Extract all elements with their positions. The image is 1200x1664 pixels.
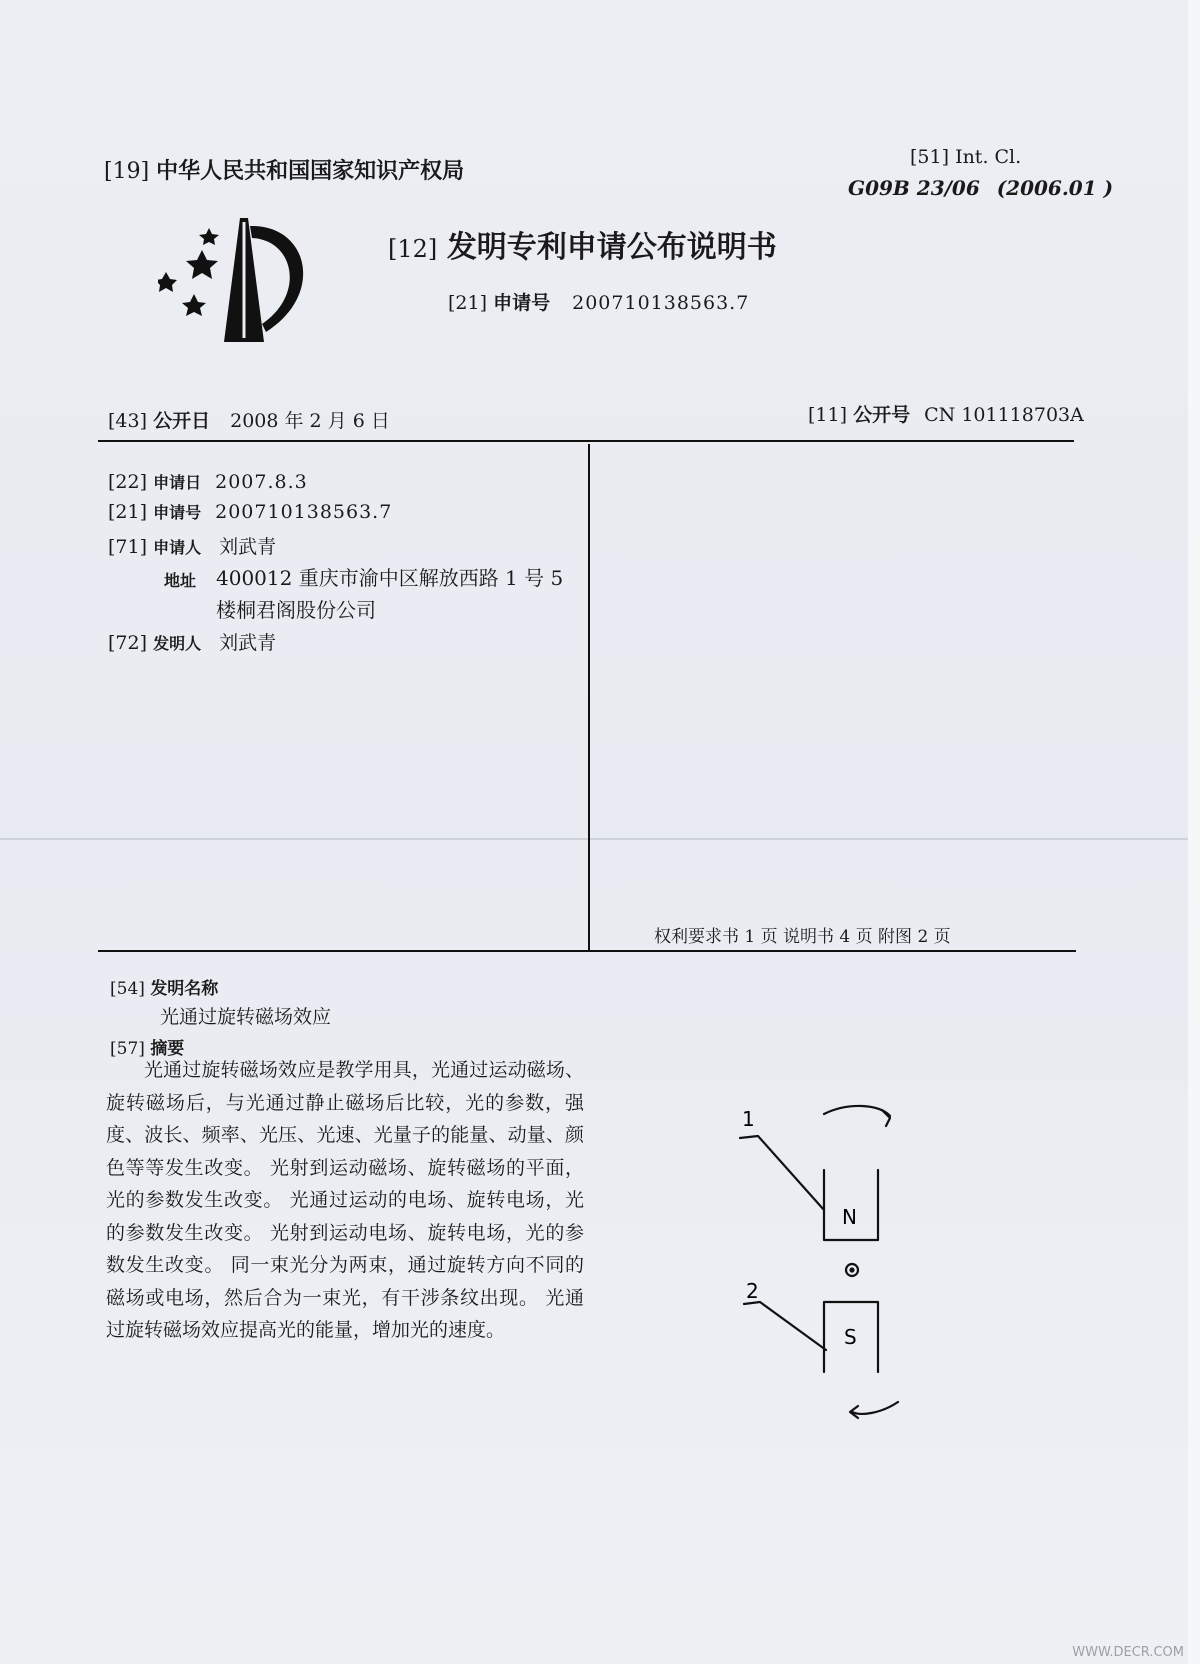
inventor-value: 刘武青 xyxy=(219,632,277,654)
intcl-date: (2006.01 ) xyxy=(996,176,1114,200)
pub-no-value: CN 101118703A xyxy=(924,404,1084,426)
leader-line-1 xyxy=(740,1136,824,1210)
cnipa-logo xyxy=(158,214,328,354)
page-edge xyxy=(1188,0,1200,1664)
page-counts: 权利要求书 1 页 说明书 4 页 附图 2 页 xyxy=(654,927,951,947)
inventor-row xyxy=(108,628,276,655)
app-no-code: [21] xyxy=(448,292,488,314)
appno-code: [21] xyxy=(108,501,148,523)
title-code: [54] xyxy=(110,979,145,999)
leader-line-2 xyxy=(744,1302,826,1350)
rule-top xyxy=(98,440,1074,442)
address-label: 地址 xyxy=(164,571,197,590)
label-2: 2 xyxy=(746,1279,759,1303)
office-code: [19] xyxy=(104,159,150,184)
applicant-code: [71] xyxy=(108,536,148,558)
magnet-south-label: S xyxy=(844,1325,857,1349)
intcl-value: G09B 23/06 xyxy=(848,176,980,200)
rule-bottom xyxy=(98,950,1076,952)
doc-type-code: [12] xyxy=(388,235,438,263)
star-medium-icon xyxy=(158,272,177,292)
intcl-code: [51] xyxy=(910,146,950,168)
app-no-label: 申请号 xyxy=(493,292,551,314)
intcl-label: Int. Cl. xyxy=(955,146,1022,168)
inventor-label: 发明人 xyxy=(153,634,202,653)
title-label: 发明名称 xyxy=(150,979,219,999)
abstract-code: [57] xyxy=(110,1039,145,1059)
abstract-body xyxy=(106,1054,584,1347)
appno-value: 200710138563.7 xyxy=(215,501,393,523)
filing-label: 申请日 xyxy=(153,473,202,492)
pub-date-code: [43] xyxy=(108,410,148,432)
pub-date-line xyxy=(108,406,390,433)
rule-vertical xyxy=(588,444,590,952)
address-line-1: 400012 重庆市渝中区解放西路 1 号 5 xyxy=(216,566,564,590)
rotation-arrow-bottom-icon xyxy=(852,1402,898,1414)
applicant-label: 申请人 xyxy=(153,538,202,557)
office-name: 中华人民共和国国家知识产权局 xyxy=(156,158,465,184)
invention-title: 光通过旋转磁场效应 xyxy=(160,1006,332,1028)
rotation-arrow-top-icon xyxy=(824,1106,890,1116)
intcl-line xyxy=(910,146,1021,168)
watermark: WWW.DECR.COM xyxy=(1072,1645,1184,1660)
pub-no-line xyxy=(808,400,1084,427)
title-heading xyxy=(110,974,218,999)
star-large-icon xyxy=(186,250,218,279)
doc-type: 发明专利申请公布说明书 xyxy=(446,230,777,265)
pub-date-label: 公开日 xyxy=(153,410,211,432)
abstract-label: 摘要 xyxy=(150,1039,185,1059)
abstract-figure xyxy=(720,1090,920,1420)
applicant-value: 刘武青 xyxy=(219,536,277,558)
intcl-value-line xyxy=(848,176,1113,200)
app-no: 200710138563.7 xyxy=(572,292,750,314)
filing-value: 2007.8.3 xyxy=(215,471,308,493)
pub-no-code: [11] xyxy=(808,404,848,426)
filing-row xyxy=(108,470,308,493)
star-small-icon xyxy=(199,228,219,245)
office-line xyxy=(104,154,464,185)
appno-label: 申请号 xyxy=(153,503,202,522)
magnet-north-label: N xyxy=(842,1205,857,1229)
label-1: 1 xyxy=(742,1107,755,1131)
address-line-2: 楼桐君阁股份公司 xyxy=(216,598,376,622)
applicant-row xyxy=(108,532,276,559)
fold-crease xyxy=(0,838,1188,840)
inventor-code: [72] xyxy=(108,632,148,654)
app-no-line xyxy=(448,288,749,315)
filing-code: [22] xyxy=(108,471,148,493)
pub-no-label: 公开号 xyxy=(853,404,911,426)
pub-date-value: 2008 年 2 月 6 日 xyxy=(230,410,390,432)
doc-type-line xyxy=(388,222,777,266)
star-bottom-icon xyxy=(182,294,206,316)
abstract-text: 光通过旋转磁场效应是教学用具，光通过运动磁场、旋转磁场后，与光通过静止磁场后比较，光的参数，强度、波长、频率、光压、光速、光量子的能量、动量、颜色等等发生改变。 光射到运动磁场、旋转磁场的平面，光的参数发生改变。 光通过运动的电场、旋转电场，光的参数发生改变。 光射到运动电场、旋转电场，光的参数发生改变。 同一束光分为两束，通过旋转方向不同的磁场或电场，然后合为一束光，有干涉条纹出现。 光通过旋转磁场效应提高光的能量，增加光的速度。 xyxy=(106,1059,584,1341)
appno-row xyxy=(108,500,392,523)
